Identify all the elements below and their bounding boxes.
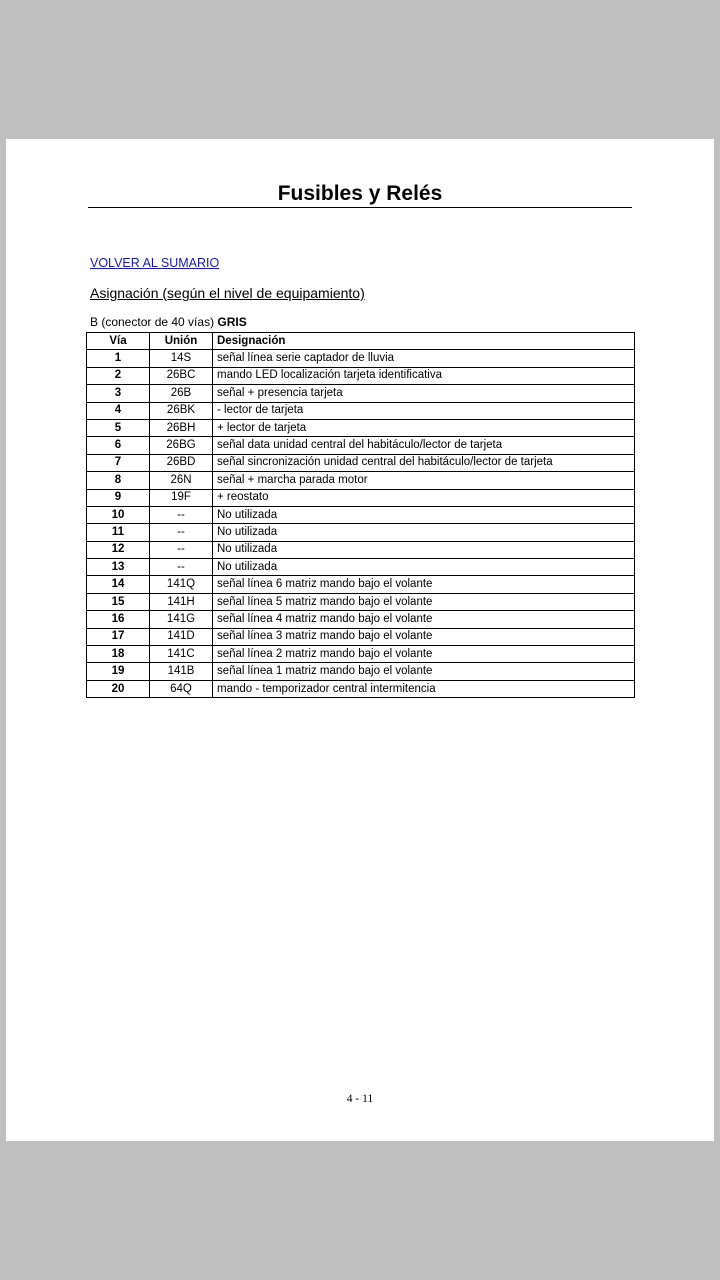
cell-designacion: + lector de tarjeta [213,419,635,436]
table-row [87,350,635,367]
cell-via: 11 [87,524,150,541]
table-row [87,454,635,471]
cell-via: 10 [87,506,150,523]
cell-via: 20 [87,680,150,697]
table-row [87,419,635,436]
cell-union: 141B [150,663,213,680]
cell-union: 141G [150,611,213,628]
table-row [87,611,635,628]
table-row [87,646,635,663]
cell-designacion: No utilizada [213,541,635,558]
table-row [87,506,635,523]
cell-union: 26BH [150,419,213,436]
cell-designacion: - lector de tarjeta [213,402,635,419]
table-row [87,402,635,419]
connector-color: GRIS [217,315,247,329]
cell-designacion: No utilizada [213,524,635,541]
cell-via: 5 [87,419,150,436]
cell-designacion: + reostato [213,489,635,506]
cell-union: 26BG [150,437,213,454]
table-row [87,472,635,489]
cell-via: 6 [87,437,150,454]
cell-via: 1 [87,350,150,367]
header-via: Vía [87,333,150,350]
cell-designacion: señal línea 1 matriz mando bajo el volante [213,663,635,680]
table-row [87,628,635,645]
cell-union: 26BK [150,402,213,419]
cell-designacion: No utilizada [213,559,635,576]
cell-designacion: señal + presencia tarjeta [213,385,635,402]
connector-label: B (conector de 40 vías) [90,315,215,329]
cell-via: 18 [87,646,150,663]
cell-via: 17 [87,628,150,645]
cell-designacion: señal línea 2 matriz mando bajo el volante [213,646,635,663]
table-row [87,437,635,454]
section-subtitle: Asignación (según el nivel de equipamiento) [90,285,365,301]
cell-designacion: mando - temporizador central intermitencia [213,680,635,697]
document-page [6,139,714,1141]
cell-union: 26BC [150,367,213,384]
cell-via: 4 [87,402,150,419]
table-row [87,489,635,506]
cell-designacion: señal línea 5 matriz mando bajo el volante [213,593,635,610]
cell-union: -- [150,559,213,576]
header-designacion: Designación [213,333,635,350]
cell-union: 141Q [150,576,213,593]
cell-union: 64Q [150,680,213,697]
table-row [87,385,635,402]
cell-via: 13 [87,559,150,576]
table-row [87,680,635,697]
cell-union: -- [150,524,213,541]
table-row [87,576,635,593]
page-title: Fusibles y Relés [277,182,443,205]
table-row [87,593,635,610]
cell-designacion: señal línea 3 matriz mando bajo el volante [213,628,635,645]
table-row [87,524,635,541]
table-row [87,559,635,576]
cell-designacion: señal + marcha parada motor [213,472,635,489]
cell-via: 9 [87,489,150,506]
cell-union: 141H [150,593,213,610]
cell-designacion: señal sincronización unidad central del habitáculo/lector de tarjeta [213,454,635,471]
cell-via: 12 [87,541,150,558]
cell-via: 8 [87,472,150,489]
cell-via: 7 [87,454,150,471]
cell-via: 2 [87,367,150,384]
cell-via: 3 [87,385,150,402]
cell-via: 15 [87,593,150,610]
table-row [87,541,635,558]
cell-designacion: mando LED localización tarjeta identificativa [213,367,635,384]
back-to-summary-link[interactable]: VOLVER AL SUMARIO [90,256,220,270]
cell-union: 141D [150,628,213,645]
pin-assignment-table [86,332,635,698]
cell-designacion: No utilizada [213,506,635,523]
cell-designacion: señal línea serie captador de lluvia [213,350,635,367]
cell-union: -- [150,506,213,523]
connector-caption [90,315,247,329]
cell-union: 26B [150,385,213,402]
cell-via: 16 [87,611,150,628]
cell-via: 19 [87,663,150,680]
title-underline [88,207,632,208]
header-union: Unión [150,333,213,350]
table-row [87,367,635,384]
cell-union: 26BD [150,454,213,471]
table-header-row [87,333,635,350]
cell-union: 19F [150,489,213,506]
cell-union: 26N [150,472,213,489]
cell-via: 14 [87,576,150,593]
cell-union: 14S [150,350,213,367]
table-body [87,350,635,698]
cell-union: -- [150,541,213,558]
page-number: 4 - 11 [346,1093,374,1105]
cell-designacion: señal data unidad central del habitáculo/lector de tarjeta [213,437,635,454]
cell-designacion: señal línea 6 matriz mando bajo el volante [213,576,635,593]
table-row [87,663,635,680]
cell-designacion: señal línea 4 matriz mando bajo el volante [213,611,635,628]
cell-union: 141C [150,646,213,663]
